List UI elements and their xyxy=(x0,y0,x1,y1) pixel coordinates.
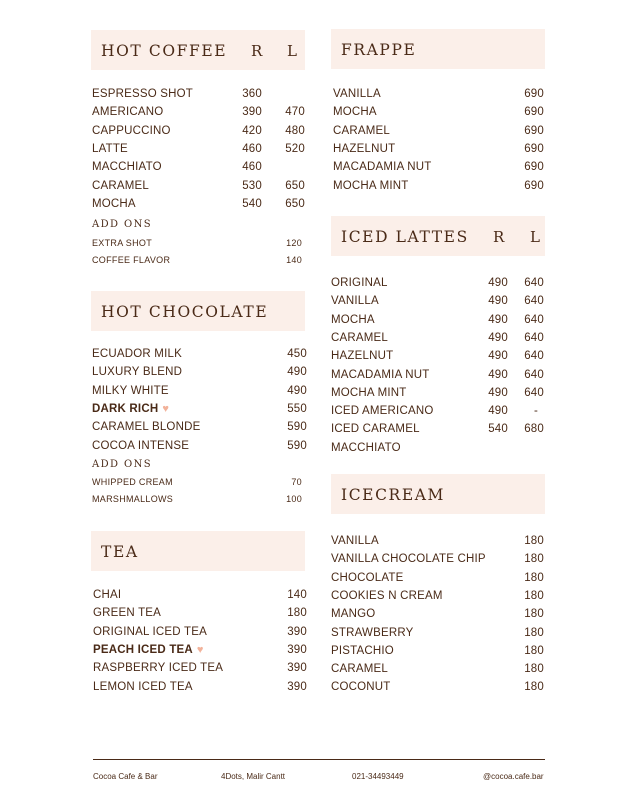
iced-lattes-item xyxy=(331,387,551,403)
item-name xyxy=(331,645,394,657)
item-name: HAZELNUT xyxy=(331,350,394,363)
icecream-item xyxy=(331,572,551,588)
item-price: 690 xyxy=(524,88,544,100)
item-name xyxy=(333,180,408,192)
item-name xyxy=(333,88,381,100)
item-name: MACCHIATO xyxy=(331,441,401,454)
iced-lattes-header xyxy=(331,216,545,256)
icecream-item xyxy=(331,645,551,661)
addon-item xyxy=(92,238,312,252)
item-name-text: GREEN TEA xyxy=(93,607,162,620)
footer-address: 4Dots, Malir Cantt xyxy=(221,772,286,781)
item-name: ICED CARAMEL xyxy=(331,423,420,436)
price-large: 470 xyxy=(285,106,305,119)
item-name: VANILLA xyxy=(331,295,379,308)
price-regular: 490 xyxy=(488,313,508,326)
price-large: 640 xyxy=(524,331,544,344)
item-name: MACCHIATO xyxy=(92,161,162,174)
item-price: 590 xyxy=(287,421,307,434)
item-name-text: DARK RICH xyxy=(92,402,159,415)
item-name xyxy=(92,421,200,433)
tea-title: TEA xyxy=(101,543,139,561)
item-price: 180 xyxy=(524,626,544,639)
item-name: CAPPUCCINO xyxy=(92,124,171,137)
tea-item xyxy=(93,607,313,623)
price-regular: 460 xyxy=(242,142,262,155)
item-price: 180 xyxy=(524,608,544,621)
item-name xyxy=(92,348,182,360)
icecream-item xyxy=(331,535,551,551)
addon-name: MARSHMALLOWS xyxy=(92,494,174,504)
hot-coffee-item xyxy=(92,88,312,104)
price-large: 650 xyxy=(285,179,305,192)
iced-lattes-item xyxy=(331,350,551,366)
tea-header xyxy=(91,531,305,571)
item-name-text: VANILLA xyxy=(331,535,379,547)
hot-coffee-item xyxy=(92,161,312,177)
icecream-item xyxy=(331,553,551,569)
item-name xyxy=(93,681,193,693)
hot-chocolate-header xyxy=(91,291,305,331)
hot-chocolate-item xyxy=(92,421,312,437)
price-regular: 490 xyxy=(488,331,508,344)
item-price: 390 xyxy=(287,680,307,693)
item-name xyxy=(92,403,169,415)
hot-chocolate-item xyxy=(92,403,312,419)
item-name xyxy=(333,161,431,173)
hot-chocolate-item xyxy=(92,366,312,382)
item-price: 390 xyxy=(287,625,307,638)
price-regular: 490 xyxy=(488,295,508,308)
iced-lattes-item xyxy=(331,423,551,439)
icecream-item xyxy=(331,627,551,643)
item-name-text: VANILLA xyxy=(333,88,381,100)
item-name xyxy=(93,626,207,638)
iced-lattes-col-r: R xyxy=(493,228,505,246)
icecream-item xyxy=(331,590,551,606)
addon-item xyxy=(92,255,312,269)
icecream-header xyxy=(331,474,545,514)
item-price: 180 xyxy=(524,571,544,584)
item-name xyxy=(93,607,161,619)
item-name-text: COOKIES N CREAM xyxy=(331,589,443,602)
item-name-text: STRAWBERRY xyxy=(331,626,414,639)
icecream-item xyxy=(331,681,551,697)
iced-lattes-title: ICED LATTES xyxy=(341,228,469,246)
addon-name: COFFEE FLAVOR xyxy=(92,254,171,265)
hot-coffee-title: HOT COFFEE xyxy=(101,42,228,60)
hot-chocolate-addons-title: ADD ONS xyxy=(92,459,153,470)
item-price: 180 xyxy=(524,535,544,547)
item-price: 180 xyxy=(524,644,544,657)
price-regular: 490 xyxy=(488,350,508,363)
price-large: 520 xyxy=(285,142,305,155)
item-price: 490 xyxy=(287,384,307,397)
item-price: 180 xyxy=(524,681,544,694)
item-name-text: HAZELNUT xyxy=(333,142,396,155)
item-price: 180 xyxy=(287,607,307,620)
item-price: 180 xyxy=(524,589,544,602)
item-price: 490 xyxy=(287,366,307,379)
item-price: 140 xyxy=(287,589,307,601)
item-name: MACADAMIA NUT xyxy=(331,368,430,381)
item-name xyxy=(333,106,377,118)
item-name xyxy=(333,125,390,137)
addon-item xyxy=(92,494,312,508)
item-name-text: MANGO xyxy=(331,608,376,621)
icecream-title: ICECREAM xyxy=(341,486,446,504)
item-price: 180 xyxy=(524,553,544,566)
item-name-text: PEACH ICED TEA xyxy=(93,643,193,656)
hot-coffee-addons-title: ADD ONS xyxy=(92,219,153,230)
item-name-text: LEMON ICED TEA xyxy=(93,680,193,693)
hot-coffee-item xyxy=(92,198,312,214)
addon-price: 100 xyxy=(286,494,302,504)
item-name-text: RASPBERRY ICED TEA xyxy=(93,662,224,675)
iced-lattes-item xyxy=(331,442,551,458)
price-regular: 390 xyxy=(242,106,262,119)
addon-price: 120 xyxy=(286,238,302,248)
item-name: CARAMEL xyxy=(92,179,149,192)
item-name xyxy=(331,590,443,602)
price-regular: 460 xyxy=(242,161,262,174)
item-name-text: ORIGINAL ICED TEA xyxy=(93,625,207,638)
item-name-text: MOCHA xyxy=(333,106,377,119)
item-name xyxy=(93,644,204,656)
item-name-text: CHOCOLATE xyxy=(331,571,404,584)
item-name-text: CARAMEL xyxy=(331,663,388,676)
price-large: 640 xyxy=(524,277,544,289)
item-name xyxy=(331,663,388,675)
item-name: AMERICANO xyxy=(92,106,164,119)
item-name-text: COCONUT xyxy=(331,681,391,694)
price-regular: 530 xyxy=(242,179,262,192)
addon-name: EXTRA SHOT xyxy=(92,238,153,248)
price-large: 640 xyxy=(524,295,544,308)
item-name xyxy=(333,143,395,155)
icecream-item xyxy=(331,663,551,679)
price-regular: 490 xyxy=(488,386,508,399)
heart-icon: ♥ xyxy=(162,402,170,415)
item-name: MOCHA xyxy=(331,313,375,326)
price-large: 480 xyxy=(285,124,305,137)
price-large: 640 xyxy=(524,386,544,399)
iced-lattes-item xyxy=(331,332,551,348)
footer-phone: 021-34493449 xyxy=(352,772,404,781)
hot-chocolate-item xyxy=(92,440,312,456)
item-name: MOCHA xyxy=(92,197,136,210)
item-name xyxy=(331,553,486,565)
addon-name: WHIPPED CREAM xyxy=(92,477,173,487)
item-name: CARAMEL xyxy=(331,331,388,344)
item-name-text: CHAI xyxy=(93,589,122,601)
price-large: - xyxy=(533,405,538,418)
item-name-text: PISTACHIO xyxy=(331,644,394,657)
item-price: 690 xyxy=(524,161,544,174)
item-name-text: MOCHA MINT xyxy=(333,179,409,192)
iced-lattes-item xyxy=(331,405,551,421)
addon-price: 140 xyxy=(286,254,302,265)
price-regular: 490 xyxy=(488,368,508,381)
price-large: 680 xyxy=(524,423,544,436)
price-regular: 540 xyxy=(488,423,508,436)
hot-coffee-item xyxy=(92,180,312,196)
item-price: 690 xyxy=(524,142,544,155)
price-regular: 490 xyxy=(488,405,508,418)
frappe-item xyxy=(333,125,553,141)
frappe-title: FRAPPE xyxy=(341,41,417,59)
tea-item xyxy=(93,626,313,642)
tea-item xyxy=(93,644,313,660)
item-price: 690 xyxy=(524,179,544,192)
item-name: ICED AMERICANO xyxy=(331,405,434,418)
item-price: 390 xyxy=(287,662,307,675)
item-name xyxy=(331,572,404,584)
item-name xyxy=(93,589,121,601)
item-name xyxy=(331,535,379,547)
item-name xyxy=(331,681,391,693)
addon-item xyxy=(92,477,312,491)
iced-lattes-item xyxy=(331,314,551,330)
item-price: 690 xyxy=(524,106,544,119)
price-large: 650 xyxy=(285,197,305,210)
price-large: 640 xyxy=(524,350,544,363)
item-name xyxy=(92,440,189,452)
frappe-item xyxy=(333,143,553,159)
item-name xyxy=(92,366,182,378)
item-name: LATTE xyxy=(92,142,128,155)
item-name xyxy=(331,608,375,620)
item-name: MOCHA MINT xyxy=(331,386,407,399)
price-regular: 490 xyxy=(488,277,508,289)
item-price: 590 xyxy=(287,439,307,452)
item-name xyxy=(92,385,169,397)
frappe-item xyxy=(333,106,553,122)
item-name-text: LUXURY BLEND xyxy=(92,366,183,379)
tea-item xyxy=(93,662,313,678)
footer-divider xyxy=(93,759,545,760)
icecream-item xyxy=(331,608,551,624)
footer-name: Cocoa Cafe & Bar xyxy=(93,772,158,781)
heart-icon: ♥ xyxy=(196,643,204,656)
price-regular: 540 xyxy=(242,197,262,210)
item-price: 180 xyxy=(524,663,544,676)
item-name xyxy=(331,627,414,639)
hot-chocolate-title: HOT CHOCOLATE xyxy=(101,303,269,321)
footer-handle[interactable]: @cocoa.cafe.bar xyxy=(483,772,544,781)
item-name-text: CARAMEL xyxy=(333,124,390,137)
price-regular: 360 xyxy=(242,88,262,100)
iced-lattes-item xyxy=(331,295,551,311)
item-name xyxy=(93,662,223,674)
addon-price: 70 xyxy=(291,477,302,487)
iced-lattes-item xyxy=(331,369,551,385)
iced-lattes-item xyxy=(331,277,551,293)
item-price: 450 xyxy=(287,348,307,360)
item-price: 550 xyxy=(287,402,307,415)
frappe-item xyxy=(333,88,553,104)
price-large: 640 xyxy=(524,313,544,326)
hot-chocolate-item xyxy=(92,348,312,364)
price-large: 640 xyxy=(524,368,544,381)
frappe-header xyxy=(331,29,545,69)
item-name-text: COCOA INTENSE xyxy=(92,439,190,452)
item-name-text: VANILLA CHOCOLATE CHIP xyxy=(331,553,486,566)
hot-chocolate-item xyxy=(92,385,312,401)
hot-coffee-col-l: L xyxy=(287,42,297,60)
tea-item xyxy=(93,681,313,697)
hot-coffee-header xyxy=(91,30,305,70)
hot-coffee-col-r: R xyxy=(251,42,263,60)
hot-coffee-item xyxy=(92,106,312,122)
price-regular: 420 xyxy=(242,124,262,137)
item-name-text: MILKY WHITE xyxy=(92,384,169,397)
item-name: ESPRESSO SHOT xyxy=(92,88,194,100)
item-price: 390 xyxy=(287,643,307,656)
frappe-item xyxy=(333,180,553,196)
tea-item xyxy=(93,589,313,605)
item-name-text: MACADAMIA NUT xyxy=(333,161,432,174)
frappe-item xyxy=(333,161,553,177)
item-name-text: ECUADOR MILK xyxy=(92,348,182,360)
item-name-text: CARAMEL BLONDE xyxy=(92,421,201,434)
iced-lattes-col-l: L xyxy=(530,228,540,246)
item-price: 690 xyxy=(524,124,544,137)
hot-coffee-item xyxy=(92,143,312,159)
item-name: ORIGINAL xyxy=(331,277,388,289)
hot-coffee-item xyxy=(92,125,312,141)
